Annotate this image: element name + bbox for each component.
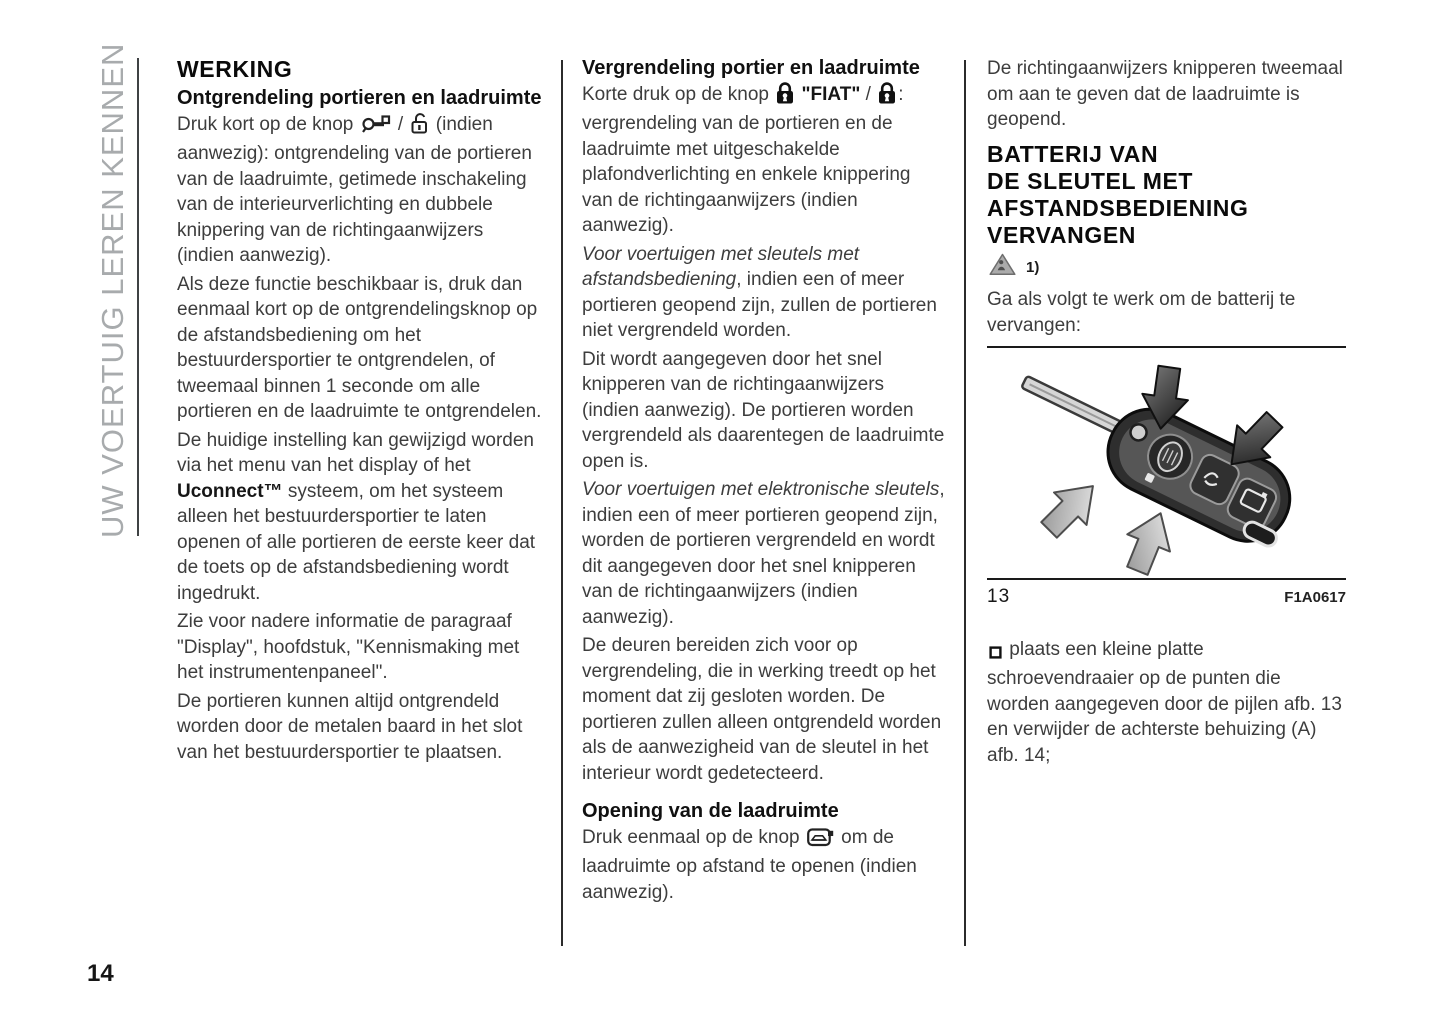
- padlock-closed-icon: [776, 82, 794, 112]
- warning-triangle-icon: [989, 253, 1016, 284]
- figure-number: 13: [987, 586, 1011, 607]
- paragraph: Voor voertuigen met sleutels met afstandsbediening, indien een of meer portieren geopend zijn, zullen de portieren niet vergrendeld worden.: [582, 243, 937, 341]
- column-divider: [561, 60, 563, 946]
- paragraph: Druk kort op de knop / (indien aanwezig): ontgrendeling van de portieren van de laadruimte, getimede inschakeling van de interieurverlichting en dubbele knippering van de richtingaanwijzers (indien aanwezig).: [177, 113, 532, 266]
- padlock-open-icon: [411, 113, 429, 142]
- chapter-sidebar-label: UW VOERTUIG LEREN KENNEN: [95, 42, 130, 538]
- arrow-bottom: [1116, 505, 1182, 578]
- subsection-lock-title: Vergrendeling portier en laadruimte: [582, 57, 920, 79]
- section-title-battery: BATTERIJ VAN DE SLEUTEL MET AFSTANDSBEDIENING VERVANGEN: [987, 140, 1249, 248]
- column-divider: [964, 60, 966, 946]
- warning-row: [987, 253, 1346, 284]
- key-remote-icon: [361, 113, 391, 142]
- column-operation: [177, 56, 545, 768]
- padlock-closed-icon: [878, 82, 896, 112]
- column-battery: [987, 56, 1346, 771]
- subsection-unlock-title: Ontgrendeling portieren en laadruimte: [177, 87, 542, 109]
- figure-code: F1A0617: [1284, 589, 1346, 606]
- paragraph: De huidige instelling kan gewijzigd worden via het menu van het display of het Uconnect™ systeem, om het systeem alleen het bestuurdersportier te laten openen of alle portieren de eerste keer dat de toets op de afstandsbediening wordt ingedrukt.: [177, 429, 536, 604]
- footnote-ref: 1): [1026, 259, 1040, 276]
- paragraph: De richtingaanwijzers knipperen tweemaal om aan te geven dat de laadruimte is geopend.: [987, 58, 1343, 130]
- paragraph: De deuren bereiden zich voor op vergrendeling, die in werking treedt op het moment dat zij gesloten worden. De portieren zullen alleen ontgrendeld worden als de aanwezigheid van de sleutel in het interieur wordt gedetecteerd.: [582, 635, 942, 784]
- square-bullet-icon: [989, 641, 1002, 667]
- figure-13: [987, 346, 1346, 611]
- sidebar-divider: [137, 58, 139, 536]
- key-fob-illustration: [987, 348, 1346, 578]
- figure-caption: [987, 578, 1346, 611]
- paragraph: plaats een kleine platte schroevendraaier op de punten die worden aangegeven door de pijlen afb. 13 en verwijder de achterste behuizing (A) afb. 14;: [987, 638, 1342, 766]
- paragraph: Zie voor nadere informatie de paragraaf "Display", hoofdstuk, "Kennismaking met het instrumentenpaneel".: [177, 611, 520, 683]
- liftgate-icon: [807, 826, 834, 855]
- paragraph: Druk eenmaal op de knop om de laadruimte op afstand te openen (indien aanwezig).: [582, 826, 917, 903]
- paragraph: De portieren kunnen altijd ontgrendeld worden door de metalen baard in het slot van het bestuurdersportier te plaatsen.: [177, 690, 523, 763]
- paragraph: Als deze functie beschikbaar is, druk dan eenmaal kort op de ontgrendelingsknop op de afstandsbediening om het bestuurdersportier te ontgrendelen, of tweemaal binnen 1 seconde om alle portieren en de laadruimte te ontgrendelen.: [177, 273, 542, 422]
- paragraph: Dit wordt aangegeven door het snel knipperen van de richtingaanwijzers (indien aanwezig). De portieren worden vergrendeld als daarentegen de laadruimte open is.: [582, 348, 945, 472]
- arrow-left: [1033, 470, 1109, 546]
- column-locking: [582, 56, 946, 908]
- page-number: 14: [87, 960, 114, 987]
- section-title-werking: WERKING: [177, 56, 293, 82]
- paragraph: Korte druk op de knop "FIAT" / : vergrendeling van de portieren en de laadruimte met uitgeschakelde plafondverlichting en enkele knippering van de richtingaanwijzers (indien aanwezig).: [582, 83, 911, 236]
- subsection-boot-title: Opening van de laadruimte: [582, 800, 839, 822]
- paragraph: Voor voertuigen met elektronische sleutels, indien een of meer portieren geopend zijn, worden de portieren vergrendeld en wordt dit aangegeven door het snel knipperen van de richtingaanwijzers (indien aanwezig).: [582, 479, 945, 628]
- paragraph: Ga als volgt te werk om de batterij te vervangen:: [987, 289, 1296, 336]
